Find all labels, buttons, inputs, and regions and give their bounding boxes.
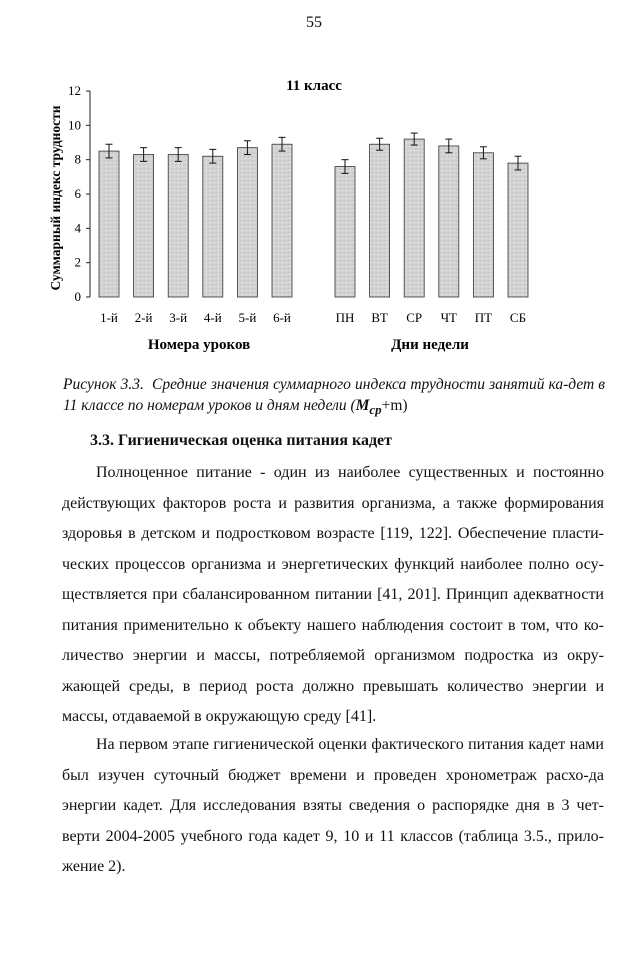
x-tick-label: 3-й xyxy=(169,310,188,325)
bar xyxy=(404,139,424,297)
bar-chart xyxy=(0,60,628,370)
x-axis-label-lessons: Номера уроков xyxy=(147,337,251,353)
caption-m-symbol: M xyxy=(355,397,370,414)
x-tick-label: ПН xyxy=(335,310,355,325)
bar xyxy=(237,148,257,297)
y-tick-label: 12 xyxy=(68,83,81,98)
bar xyxy=(272,144,292,297)
bar xyxy=(203,156,223,297)
y-tick-label: 8 xyxy=(74,151,81,167)
paragraph-2: На первом этапе гигиенической оценки фактического питания кадет нами был изучен суточный бюджет времени и проведен хронометраж расхо-да энергии кадет. Для исследования взяты сведения о распорядке дня в 3 чет-верти 2004-2005 учебного года кадет 9, 10 и 11 классов (таблица 3.5., прило-жение 2). xyxy=(62,736,604,875)
caption-m-subscript: ср xyxy=(369,402,382,418)
bars xyxy=(99,133,528,297)
caption-pm: +m xyxy=(381,397,403,414)
x-tick-label: 6-й xyxy=(273,310,291,325)
x-tick-labels xyxy=(100,310,526,325)
page-number: 55 xyxy=(306,14,322,31)
bar xyxy=(508,163,528,297)
caption-close: ) xyxy=(402,397,408,414)
x-tick-label: ВТ xyxy=(371,310,388,325)
x-tick-label: ПТ xyxy=(474,310,493,325)
bar xyxy=(335,167,355,297)
x-tick-label: 2-й xyxy=(134,310,153,325)
bar xyxy=(134,155,154,297)
chart-title: 11 класс xyxy=(286,78,342,94)
x-tick-label: 1-й xyxy=(100,310,118,325)
bar xyxy=(473,153,493,297)
x-axis-label-days: Дни недели xyxy=(391,337,469,353)
x-tick-label: ЧТ xyxy=(440,310,457,325)
y-tick-label: 2 xyxy=(74,254,81,270)
bar xyxy=(168,155,188,297)
y-tick-label: 10 xyxy=(68,117,81,133)
y-axis-label: Суммарный индекс трудности xyxy=(48,105,63,291)
y-tick-label: 6 xyxy=(74,186,81,201)
x-tick-label: 5-й xyxy=(238,310,257,325)
bar xyxy=(370,144,390,297)
y-tick-label: 0 xyxy=(74,289,81,304)
x-tick-label: СБ xyxy=(509,310,527,325)
caption-text: Средние значения суммарного индекса трудности занятий ка-дет в 11 классе по номерам уроков и дням недели ( xyxy=(63,376,606,414)
bar xyxy=(439,146,459,297)
x-tick-label: 4-й xyxy=(203,310,222,325)
x-tick-label: СР xyxy=(406,310,423,325)
paragraph-1: Полноценное питание - один из наиболее существенных и постоянно действующих факторов роста и развития организма, а также формирования здоровья в детском и подростковом возрасте [119, 122]. Обеспечение пласти-ческих процессов организма и энергетических функций наиболее полно осу-ществляется при сбалансированном питании [41, 201]. Принцип адекватности питания применительно к объекту нашего наблюдения состоит в том, что ко-личество энергии и массы, потребляемой организмом подростка из окру-жающей среды, в период роста должно превышать количество энергии и массы, отдаваемой в окружающую среду [41]. xyxy=(62,464,604,725)
y-axis xyxy=(68,83,90,304)
bar xyxy=(99,151,119,297)
y-tick-label: 4 xyxy=(74,220,81,236)
caption-prefix: Рисунок 3.3. xyxy=(63,376,144,393)
section-title: 3.3. Гигиеническая оценка питания кадет xyxy=(90,432,392,449)
figure-caption xyxy=(63,374,605,420)
